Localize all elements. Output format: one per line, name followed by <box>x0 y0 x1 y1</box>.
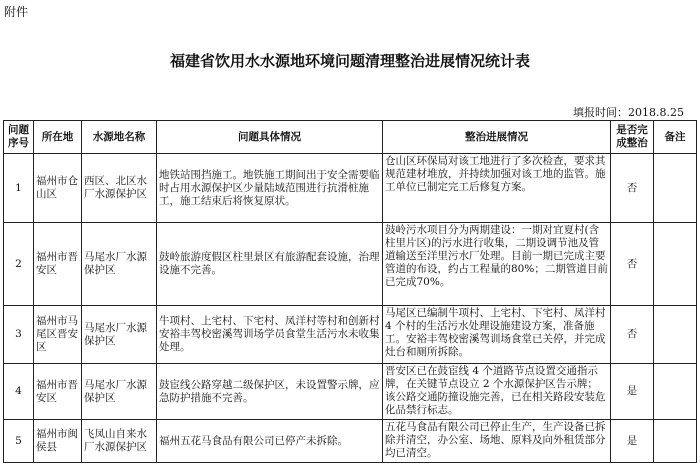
fill-date: 填报时间：2018.8.25 <box>573 106 684 119</box>
table-row <box>4 306 697 364</box>
cell-no: 5 <box>4 420 34 463</box>
cell-done: 否 <box>611 154 654 223</box>
cell-source: 马尾水厂水源保护区 <box>82 223 157 306</box>
cell-no: 3 <box>4 306 34 364</box>
cell-problem: 鼓宦线公路穿越二级保护区，未设置警示牌，应急防护措施不完善。 <box>157 364 383 420</box>
header-source: 水源地名称 <box>82 121 157 154</box>
progress-table <box>3 120 697 463</box>
cell-location: 福州市闽侯县 <box>34 420 82 463</box>
table-row <box>4 223 697 306</box>
cell-remark <box>654 420 697 463</box>
cell-remark <box>654 154 697 223</box>
table-header-row <box>4 121 697 154</box>
header-progress: 整治进展情况 <box>383 121 611 154</box>
cell-remark <box>654 364 697 420</box>
cell-remark <box>654 223 697 306</box>
cell-progress: 仓山区环保局对该工地进行了多次检查，要求其规范建材堆放，并持续加强对该工地的监管。施工单位已制定完工后修复方案。 <box>383 154 611 223</box>
cell-location: 福州市晋安区 <box>34 364 82 420</box>
cell-done: 否 <box>611 306 654 364</box>
cell-problem: 福州五花马食品有限公司已停产未拆除。 <box>157 420 383 463</box>
cell-location: 福州市仓山区 <box>34 154 82 223</box>
cell-source: 西区、北区水厂水源保护区 <box>82 154 157 223</box>
header-location: 所在地 <box>34 121 82 154</box>
cell-source: 马尾水厂水源保护区 <box>82 364 157 420</box>
cell-problem: 牛项村、上宅村、下宅村、凤洋村等村和创新村安裕丰驾校密溪驾训场学员食堂生活污水未收集处理。 <box>157 306 383 364</box>
cell-problem: 地铁站围挡施工。地铁施工期间出于安全需要临时占用水源保护区少量陆域范围进行抗滑桩施工，施工结束后将恢复原状。 <box>157 154 383 223</box>
cell-done: 是 <box>611 420 654 463</box>
cell-done: 是 <box>611 364 654 420</box>
cell-source: 马尾水厂水源保护区 <box>82 306 157 364</box>
cell-location: 福州市马尾区晋安区 <box>34 306 82 364</box>
table-row <box>4 364 697 420</box>
table-row <box>4 154 697 223</box>
cell-no: 1 <box>4 154 34 223</box>
table-row <box>4 420 697 463</box>
cell-no: 4 <box>4 364 34 420</box>
header-problem: 问题具体情况 <box>157 121 383 154</box>
cell-remark <box>654 306 697 364</box>
cell-problem: 鼓岭旅游度假区柱里景区有旅游配套设施，治理设施不完善。 <box>157 223 383 306</box>
cell-progress: 马尾区已编制牛项村、上宅村、下宅村、凤洋村 4 个村的生活污水处理设施建设方案，准备施工。安裕丰驾校密溪驾训场食堂已关停，并完成灶台和厕所拆除。 <box>383 306 611 364</box>
cell-progress: 晋安区已在鼓宦线 4 个道路节点设置交通指示牌，在关键节点设立 2 个水源保护区告示牌；该公路交通防撞设施完善，已在相关路段安装危化品禁行标志。 <box>383 364 611 420</box>
attachment-label: 附件 <box>4 5 29 19</box>
cell-done: 否 <box>611 223 654 306</box>
page-title: 福建省饮用水水源地环境问题清理整治进展情况统计表 <box>169 52 530 70</box>
cell-progress: 五花马食品有限公司已停止生产，生产设备已拆除并清空，办公室、场地、原料及向外租赁部分均已清空。 <box>383 420 611 463</box>
header-no: 问题序号 <box>4 121 34 154</box>
cell-location: 福州市晋安区 <box>34 223 82 306</box>
header-done: 是否完成整治 <box>611 121 654 154</box>
cell-progress: 鼓岭污水项目分为两期建设：一期对宜夏村(含柱里片区)的污水进行收集，二期设调节池及管道输送至洋里污水厂处理。目前一期已完成主要管道的布设，约占工程量的80%；二期管道目前已完成70%。 <box>383 223 611 306</box>
cell-source: 飞凤山自来水厂水源保护区 <box>82 420 157 463</box>
cell-no: 2 <box>4 223 34 306</box>
header-remark: 备注 <box>654 121 697 154</box>
